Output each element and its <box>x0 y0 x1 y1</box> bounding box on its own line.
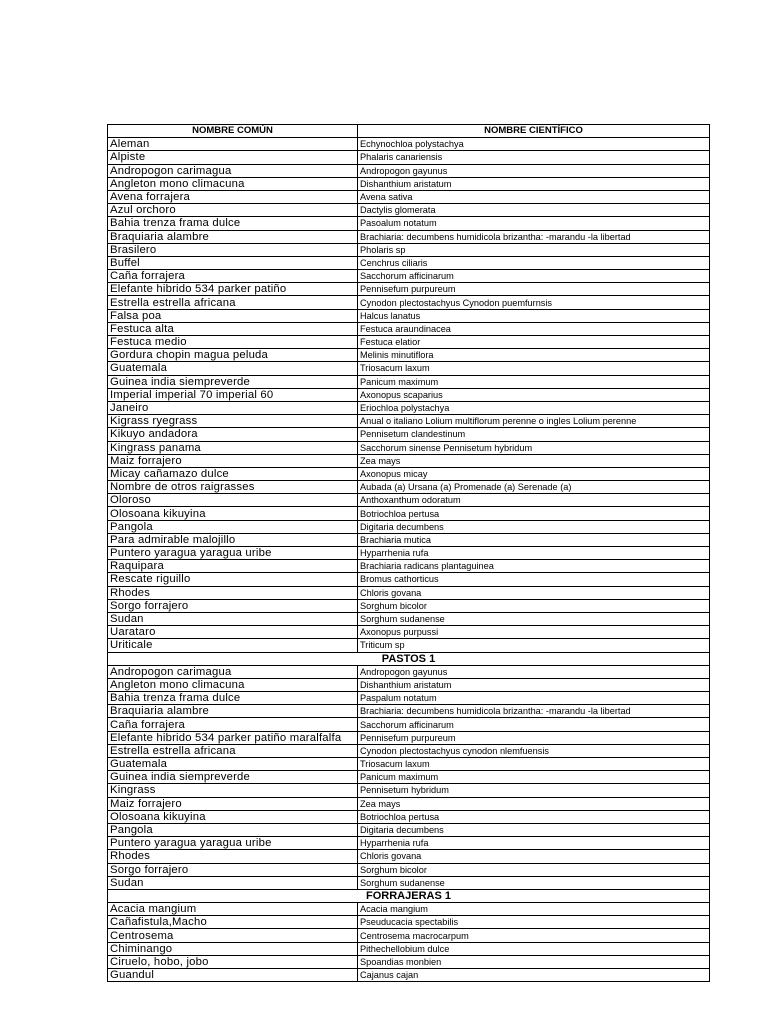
table-row <box>108 573 710 586</box>
common-name-cell: Estrella estrella africana <box>108 744 358 757</box>
table-row <box>108 481 710 494</box>
common-name-cell: Brasilero <box>108 243 358 256</box>
scientific-name-cell: Brachiaria: decumbens humidicola brizantha: -marandu -la libertad <box>358 705 710 718</box>
scientific-name-cell: Pithechellobium dulce <box>358 942 710 955</box>
table-row <box>108 863 710 876</box>
scientific-name-cell: Sorghum bicolor <box>358 863 710 876</box>
scientific-name-cell: Pholaris sp <box>358 243 710 256</box>
table-row <box>108 586 710 599</box>
table-row <box>108 533 710 546</box>
common-name-cell: Guinea india siempreverde <box>108 375 358 388</box>
table-row <box>108 731 710 744</box>
scientific-name-cell: Melinis minutiflora <box>358 349 710 362</box>
table-row <box>108 665 710 678</box>
scientific-name-cell: Sacchorum afficinarum <box>358 718 710 731</box>
common-name-cell: Guinea india siempreverde <box>108 771 358 784</box>
table-row <box>108 507 710 520</box>
scientific-name-cell: Cynodon plectostachyus Cynodon puemfurnsis <box>358 296 710 309</box>
common-name-cell: Festuca medio <box>108 336 358 349</box>
table-row <box>108 151 710 164</box>
table-row <box>108 415 710 428</box>
table-row <box>108 349 710 362</box>
common-name-cell: Pangola <box>108 823 358 836</box>
scientific-name-cell: Chloris govana <box>358 586 710 599</box>
scientific-name-cell: Eriochloa polystachya <box>358 401 710 414</box>
table-row <box>108 639 710 652</box>
table-row <box>108 362 710 375</box>
common-name-cell: Kigrass ryegrass <box>108 415 358 428</box>
table-row <box>108 797 710 810</box>
scientific-name-cell: Brachiaria: decumbens humidicola brizantha: -marandu -la libertad <box>358 230 710 243</box>
table-row <box>108 336 710 349</box>
scientific-name-cell: Sorghum sudanense <box>358 612 710 625</box>
scientific-name-cell: Avena sativa <box>358 190 710 203</box>
common-name-cell: Maiz forrajero <box>108 797 358 810</box>
common-name-cell: Buffel <box>108 256 358 269</box>
scientific-name-cell: Sorghum sudanense <box>358 876 710 889</box>
table-row <box>108 217 710 230</box>
table-row <box>108 454 710 467</box>
scientific-name-cell: Triosacum laxum <box>358 362 710 375</box>
common-name-cell: Acacia mangium <box>108 903 358 916</box>
scientific-name-cell: Pasoalum notatum <box>358 217 710 230</box>
table-header <box>108 125 710 138</box>
table-row <box>108 929 710 942</box>
scientific-name-cell: Digitaria decumbens <box>358 520 710 533</box>
table-row <box>108 322 710 335</box>
table-row <box>108 837 710 850</box>
scientific-name-cell: Botriochloa pertusa <box>358 507 710 520</box>
common-name-cell: Sudan <box>108 876 358 889</box>
common-name-cell: Uriticale <box>108 639 358 652</box>
scientific-name-cell: Sacchorum sinense Pennisetum hybridum <box>358 441 710 454</box>
scientific-name-cell: Bromus cathorticus <box>358 573 710 586</box>
common-name-cell: Elefante hibrido 534 parker patiño maralfalfa <box>108 731 358 744</box>
table-row <box>108 230 710 243</box>
scientific-name-cell: Centrosema macrocarpum <box>358 929 710 942</box>
table-row <box>108 678 710 691</box>
scientific-name-cell: Phalaris canariensis <box>358 151 710 164</box>
table-row <box>108 401 710 414</box>
table-row <box>108 270 710 283</box>
common-name-cell: Caña forrajera <box>108 270 358 283</box>
scientific-name-cell: Chloris govana <box>358 850 710 863</box>
common-name-cell: Kingrass panama <box>108 441 358 454</box>
common-name-cell: Oloroso <box>108 494 358 507</box>
common-name-cell: Chiminango <box>108 942 358 955</box>
common-name-cell: Sorgo forrajero <box>108 599 358 612</box>
common-name-cell: Aleman <box>108 138 358 151</box>
common-name-cell: Kikuyo andadora <box>108 428 358 441</box>
common-name-cell: Andropogon carimagua <box>108 665 358 678</box>
common-name-cell: Angleton mono climacuna <box>108 678 358 691</box>
common-name-cell: Uarataro <box>108 626 358 639</box>
scientific-name-cell: Echynochloa polystachya <box>358 138 710 151</box>
scientific-name-cell: Dishanthium aristatum <box>358 177 710 190</box>
common-name-cell: Festuca alta <box>108 322 358 335</box>
scientific-name-cell: Brachiaria radicans plantaguinea <box>358 560 710 573</box>
table-row <box>108 256 710 269</box>
common-name-cell: Puntero yaragua yaragua uribe <box>108 547 358 560</box>
scientific-name-cell: Brachiaria mutica <box>358 533 710 546</box>
common-name-cell: Rhodes <box>108 850 358 863</box>
table-row <box>108 718 710 731</box>
section-title: PASTOS 1 <box>108 652 710 665</box>
common-name-cell: Falsa poa <box>108 309 358 322</box>
scientific-name-cell: Festuca araundinacea <box>358 322 710 335</box>
common-name-cell: Elefante hibrido 534 parker patiño <box>108 283 358 296</box>
scientific-name-cell: Botriochloa pertusa <box>358 810 710 823</box>
common-name-cell: Caña forrajera <box>108 718 358 731</box>
table-row <box>108 705 710 718</box>
table-row <box>108 243 710 256</box>
table-row <box>108 138 710 151</box>
table-row <box>108 758 710 771</box>
table-row <box>108 428 710 441</box>
table-row <box>108 375 710 388</box>
table-row <box>108 309 710 322</box>
scientific-name-cell: Axonopus scaparius <box>358 388 710 401</box>
common-name-cell: Nombre de otros raigrasses <box>108 481 358 494</box>
scientific-name-cell: Triosacum laxum <box>358 758 710 771</box>
scientific-name-cell: Aubada (a) Ursana (a) Promenade (a) Serenade (a) <box>358 481 710 494</box>
scientific-name-cell: Zea mays <box>358 454 710 467</box>
common-name-cell: Rescate riguillo <box>108 573 358 586</box>
scientific-name-cell: Sacchorum afficinarum <box>358 270 710 283</box>
scientific-name-cell: Triticum sp <box>358 639 710 652</box>
scientific-name-cell: Hyparrhenia rufa <box>358 547 710 560</box>
common-name-cell: Alpiste <box>108 151 358 164</box>
species-table <box>107 124 710 982</box>
table-row <box>108 771 710 784</box>
scientific-name-cell: Andropogon gayunus <box>358 164 710 177</box>
scientific-name-cell: Hyparrhenia rufa <box>358 837 710 850</box>
scientific-name-cell: Pennisetum hybridum <box>358 784 710 797</box>
common-name-cell: Pangola <box>108 520 358 533</box>
table-row <box>108 494 710 507</box>
table-row <box>108 626 710 639</box>
scientific-name-cell: Pseuducacia spectabilis <box>358 916 710 929</box>
scientific-name-cell: Dishanthium aristatum <box>358 678 710 691</box>
table-row <box>108 520 710 533</box>
scientific-name-cell: Pennisefum purpureum <box>358 731 710 744</box>
table-row <box>108 296 710 309</box>
common-name-cell: Sorgo forrajero <box>108 863 358 876</box>
scientific-name-cell: Cajanus cajan <box>358 969 710 982</box>
common-name-cell: Ciruelo, hobo, jobo <box>108 955 358 968</box>
common-name-cell: Janeiro <box>108 401 358 414</box>
scientific-name-cell: Anual o italiano Lolium multiflorum perenne o ingles Lolium perenne <box>358 415 710 428</box>
section-title: FORRAJERAS 1 <box>108 889 710 902</box>
table-row <box>108 955 710 968</box>
common-name-cell: Azul orchoro <box>108 204 358 217</box>
common-name-cell: Braquiaria alambre <box>108 705 358 718</box>
table-row <box>108 283 710 296</box>
scientific-name-cell: Anthoxanthum odoratum <box>358 494 710 507</box>
common-name-cell: Guatemala <box>108 758 358 771</box>
table-row <box>108 784 710 797</box>
section-row <box>108 652 710 665</box>
table-row <box>108 823 710 836</box>
scientific-name-cell: Panicum maximum <box>358 771 710 784</box>
scientific-name-cell: Zea mays <box>358 797 710 810</box>
common-name-header: NOMBRE COMÚN <box>108 125 358 138</box>
scientific-name-header: NOMBRE CIENTÍFICO <box>358 125 710 138</box>
common-name-cell: Olosoana kikuyina <box>108 810 358 823</box>
common-name-cell: Guatemala <box>108 362 358 375</box>
scientific-name-cell: Pennisetum clandestinum <box>358 428 710 441</box>
table-row <box>108 547 710 560</box>
scientific-name-cell: Pennisefum purpureum <box>358 283 710 296</box>
table-row <box>108 599 710 612</box>
common-name-cell: Angleton mono climacuna <box>108 177 358 190</box>
scientific-name-cell: Sorghum bicolor <box>358 599 710 612</box>
table-row <box>108 560 710 573</box>
scientific-name-cell: Halcus lanatus <box>358 309 710 322</box>
table-row <box>108 388 710 401</box>
table-row <box>108 177 710 190</box>
common-name-cell: Puntero yaragua yaragua uribe <box>108 837 358 850</box>
table-row <box>108 467 710 480</box>
common-name-cell: Avena forrajera <box>108 190 358 203</box>
table-row <box>108 441 710 454</box>
table-row <box>108 903 710 916</box>
common-name-cell: Gordura chopin magua peluda <box>108 349 358 362</box>
table-row <box>108 850 710 863</box>
common-name-cell: Guandul <box>108 969 358 982</box>
table-row <box>108 164 710 177</box>
table-row <box>108 190 710 203</box>
common-name-cell: Imperial imperial 70 imperial 60 <box>108 388 358 401</box>
common-name-cell: Maiz forrajero <box>108 454 358 467</box>
table-row <box>108 810 710 823</box>
common-name-cell: Micay cañamazo dulce <box>108 467 358 480</box>
table-row <box>108 942 710 955</box>
common-name-cell: Andropogon carimagua <box>108 164 358 177</box>
header-row <box>108 125 710 138</box>
scientific-name-cell: Paspalum notatum <box>358 692 710 705</box>
scientific-name-cell: Acacia mangium <box>358 903 710 916</box>
table-row <box>108 969 710 982</box>
scientific-name-cell: Dactylis glomerata <box>358 204 710 217</box>
table-row <box>108 204 710 217</box>
scientific-name-cell: Panicum maximum <box>358 375 710 388</box>
common-name-cell: Olosoana kikuyina <box>108 507 358 520</box>
common-name-cell: Estrella estrella africana <box>108 296 358 309</box>
table-body <box>108 138 710 982</box>
scientific-name-cell: Spoandias monbien <box>358 955 710 968</box>
common-name-cell: Braquiaria alambre <box>108 230 358 243</box>
scientific-name-cell: Andropogon gayunus <box>358 665 710 678</box>
common-name-cell: Sudan <box>108 612 358 625</box>
scientific-name-cell: Axonopus micay <box>358 467 710 480</box>
scientific-name-cell: Cenchrus ciliaris <box>358 256 710 269</box>
common-name-cell: Raquipara <box>108 560 358 573</box>
table-row <box>108 916 710 929</box>
common-name-cell: Bahia trenza frama dulce <box>108 217 358 230</box>
scientific-name-cell: Festuca elatior <box>358 336 710 349</box>
common-name-cell: Para admirable malojillo <box>108 533 358 546</box>
common-name-cell: Cañafistula,Macho <box>108 916 358 929</box>
common-name-cell: Kingrass <box>108 784 358 797</box>
section-row <box>108 889 710 902</box>
common-name-cell: Rhodes <box>108 586 358 599</box>
table-row <box>108 876 710 889</box>
scientific-name-cell: Cynodon plectostachyus cynodon nlemfuensis <box>358 744 710 757</box>
common-name-cell: Centrosema <box>108 929 358 942</box>
scientific-name-cell: Digitaria decumbens <box>358 823 710 836</box>
scientific-name-cell: Axonopus purpussi <box>358 626 710 639</box>
table-row <box>108 612 710 625</box>
table-row <box>108 692 710 705</box>
table-row <box>108 744 710 757</box>
common-name-cell: Bahia trenza frama dulce <box>108 692 358 705</box>
